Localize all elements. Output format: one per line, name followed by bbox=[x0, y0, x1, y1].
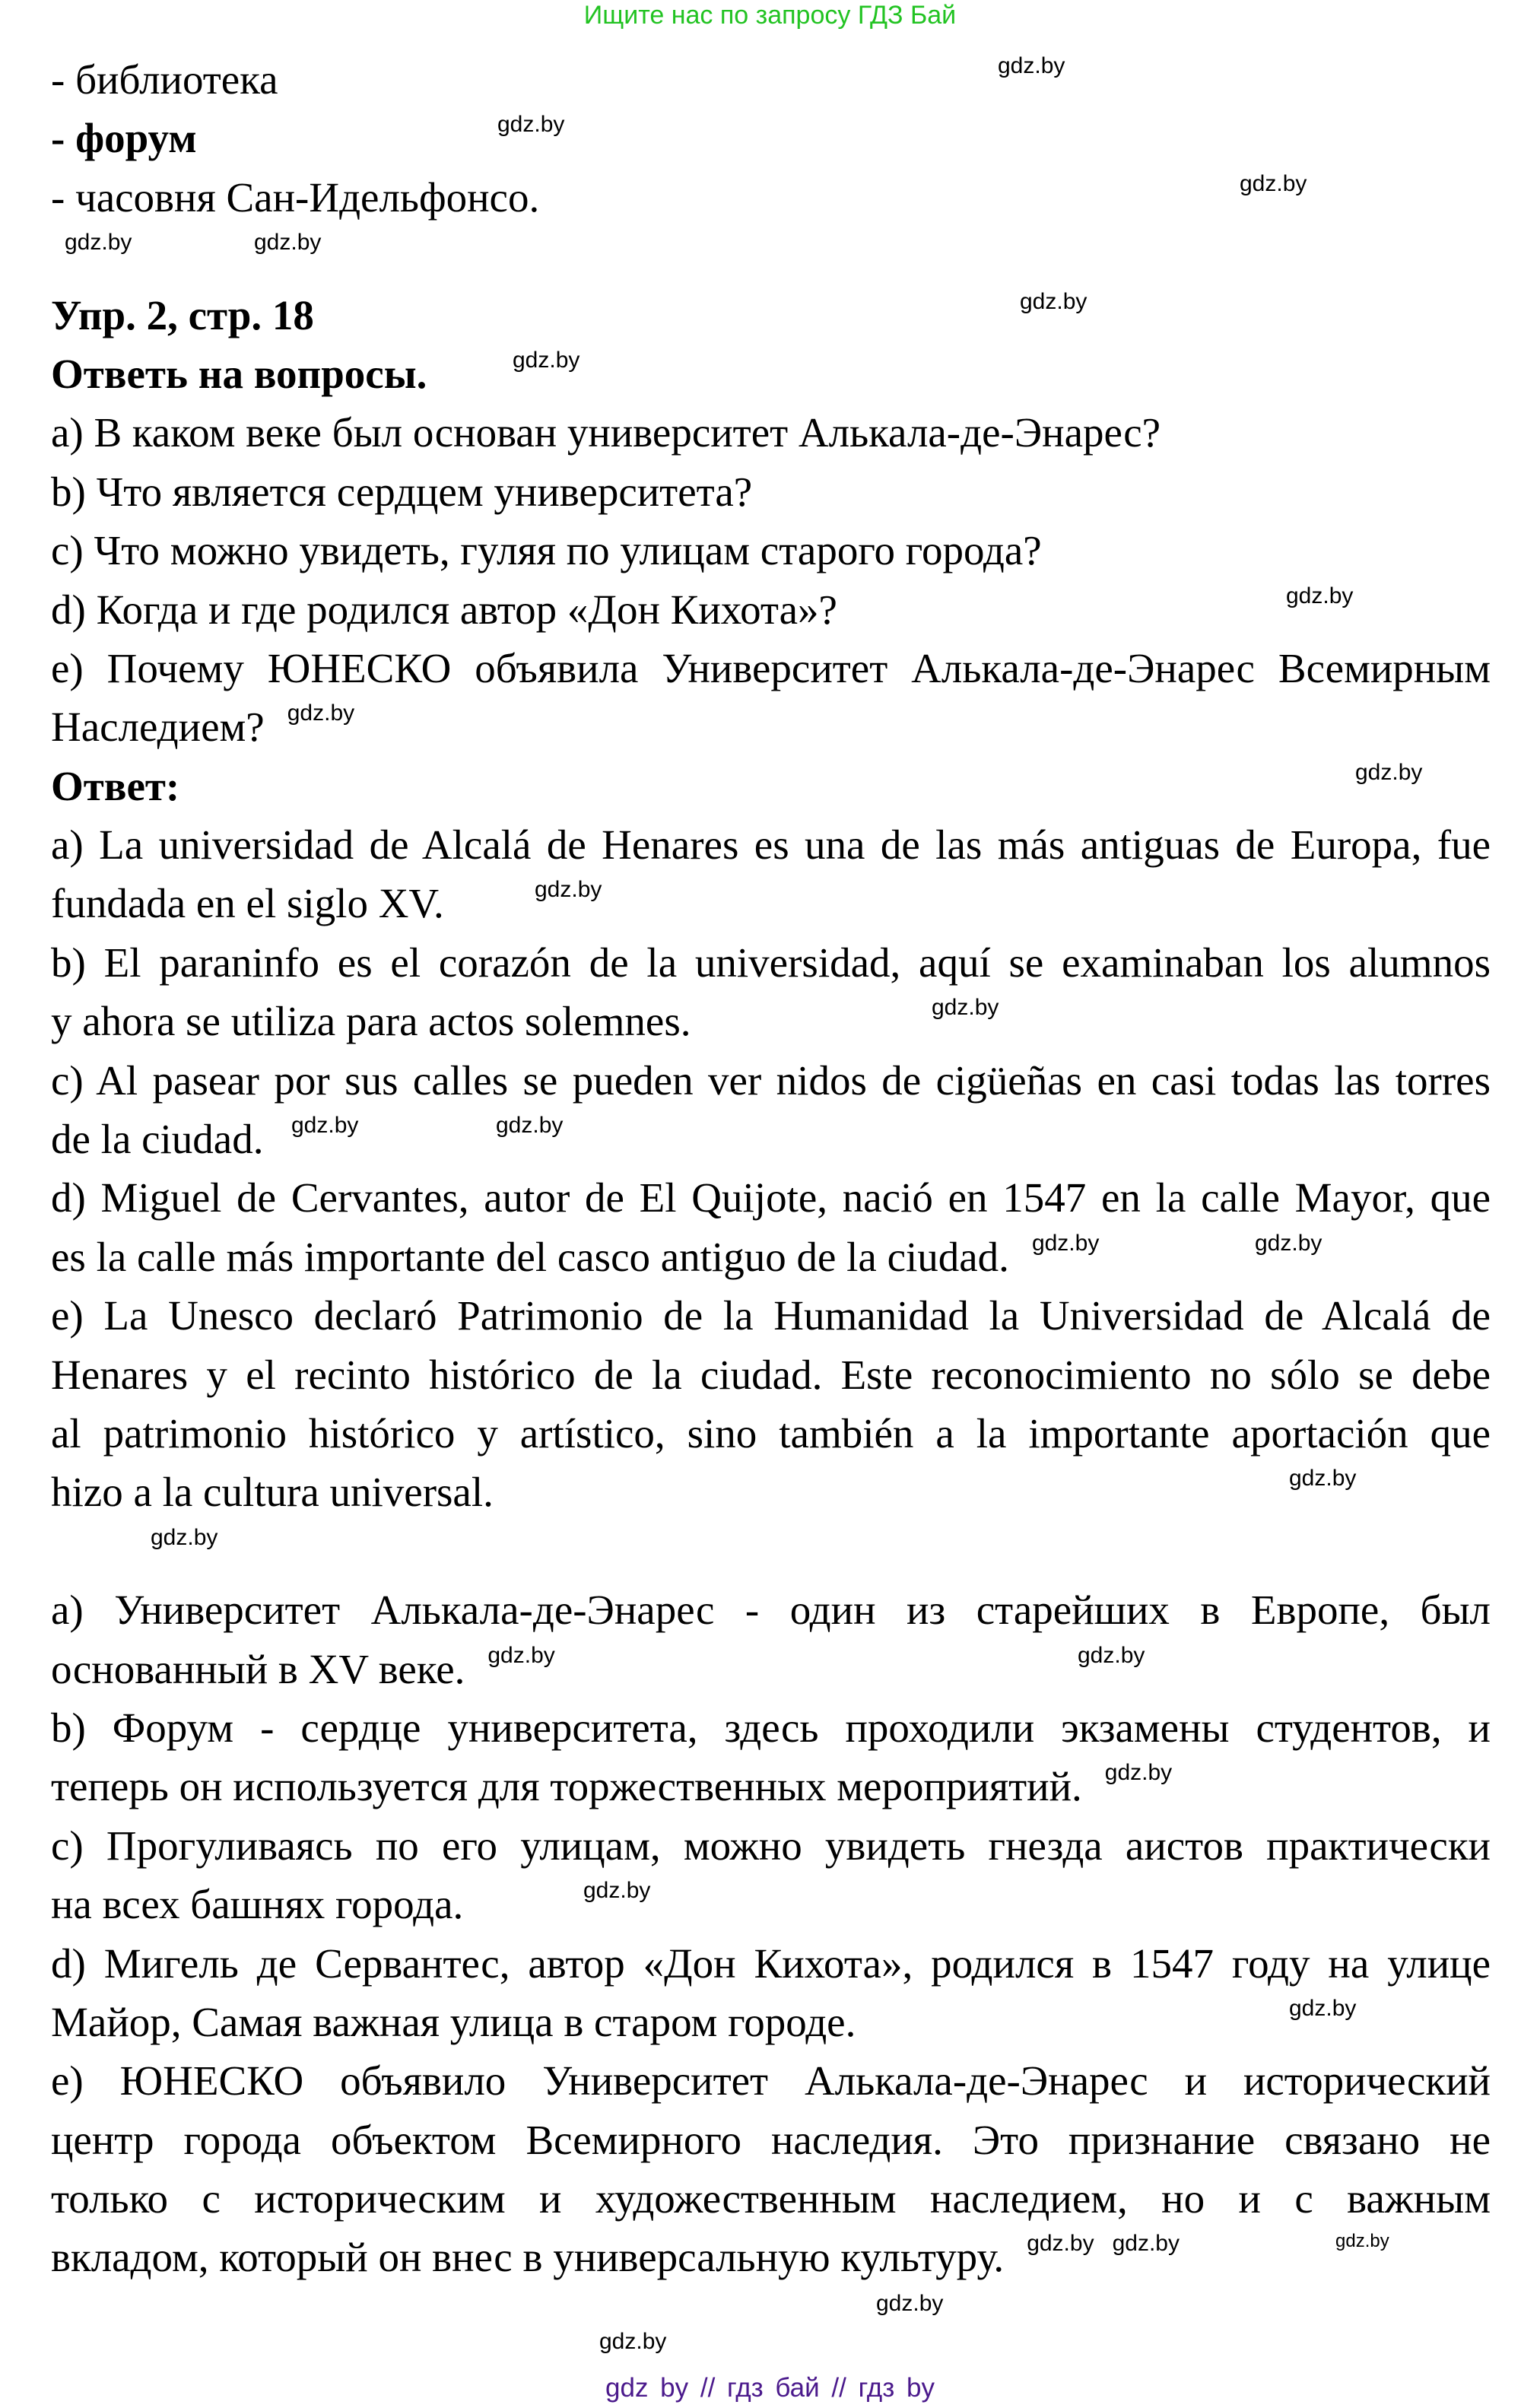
text-line bbox=[51, 1463, 1491, 1521]
line-text: Майор, Самая важная улица в старом городе. bbox=[51, 1998, 856, 2045]
text-line bbox=[51, 403, 1491, 462]
watermark-text: gdz.by bbox=[1289, 1466, 1357, 1491]
watermark-text: gdz.by bbox=[513, 347, 580, 373]
search-banner: Ищите нас по запросу ГДЗ Бай bbox=[583, 1, 957, 30]
text-line: только с историческим и художественным наследием, но и с важным bbox=[51, 2175, 1491, 2222]
watermark-text: gdz.by bbox=[1020, 288, 1088, 314]
line-text: hizo a la cultura universal. bbox=[51, 1469, 494, 1516]
document-body bbox=[51, 50, 1491, 2287]
line-text: a) В каком веке был основан университет Алькала-де-Энарес? bbox=[51, 409, 1161, 456]
watermark-text: gdz.by bbox=[254, 230, 322, 256]
text-line: b) El paraninfo es el corazón de la universidad, aquí se examinaban los alumnos bbox=[51, 939, 1491, 986]
watermark-text: gdz.by bbox=[535, 877, 602, 903]
line-text: y ahora se utiliza para actos solemnes. bbox=[51, 998, 691, 1045]
line-text: Ответь на вопросы. bbox=[51, 350, 427, 397]
watermark-text: gdz.by bbox=[1112, 2231, 1180, 2257]
text-line: d) Miguel de Cervantes, autor de El Quijote, nació en 1547 en la calle Mayor, que bbox=[51, 1174, 1491, 1221]
line-text: Упр. 2, стр. 18 bbox=[51, 291, 314, 338]
line-text: основанный в XV веке. bbox=[51, 1645, 465, 1692]
line-text: fundada en el siglo XV. bbox=[51, 880, 444, 927]
line-text: - часовня Сан-Идельфонсо. bbox=[51, 173, 540, 221]
watermark-text: gdz.by bbox=[1031, 1230, 1100, 1256]
line-text: теперь он используется для торжественных мероприятий. bbox=[51, 1763, 1082, 1810]
line-text: - библиотека bbox=[51, 56, 278, 103]
watermark-text: gdz.by bbox=[1104, 1760, 1173, 1786]
watermark-text: gdz.by bbox=[496, 1113, 564, 1139]
text-line bbox=[51, 462, 1491, 521]
watermark-text: gdz.by bbox=[932, 995, 999, 1021]
line-text: вкладом, который он внес в универсальную культуру. bbox=[51, 2234, 1005, 2281]
heading-line bbox=[51, 286, 1491, 345]
watermark-text: gdz.by bbox=[1240, 170, 1307, 196]
watermark-text: gdz.by bbox=[583, 1878, 651, 1904]
watermark-text: gdz.by bbox=[1255, 1230, 1322, 1256]
text-line bbox=[51, 2228, 1491, 2286]
watermark-text: gdz.by bbox=[487, 1642, 555, 1668]
watermark-text: gdz.by bbox=[287, 700, 355, 726]
watermark-text: gdz.by bbox=[1078, 1642, 1145, 1668]
text-line bbox=[51, 697, 1491, 756]
line-text: на всех башнях города. bbox=[51, 1881, 464, 1928]
text-line: Henares y el recinto histórico de la ciudad. Este reconocimiento no sólo se debe bbox=[51, 1351, 1491, 1398]
watermark-text: gdz.by bbox=[876, 2291, 944, 2316]
text-line bbox=[51, 874, 1491, 932]
heading-line bbox=[51, 757, 1491, 815]
watermark-text: gdz.by bbox=[1027, 2231, 1094, 2257]
text-line bbox=[51, 1228, 1491, 1286]
text-line: a) Университет Алькала-де-Энарес - один из старейших в Европе, был bbox=[51, 1587, 1491, 1634]
text-line: e) La Unesco declaró Patrimonio de la Humanidad la Universidad de Alcalá de bbox=[51, 1292, 1491, 1339]
line-text: - форум bbox=[51, 115, 197, 162]
text-line bbox=[51, 227, 1491, 285]
line-text: Наследием? bbox=[51, 704, 265, 751]
watermark-text: gdz.by bbox=[65, 230, 132, 256]
text-line: d) Мигель де Сервантес, автор «Дон Кихота», родился в 1547 году на улице bbox=[51, 1939, 1491, 1987]
text-line bbox=[51, 992, 1491, 1050]
line-text: es la calle más importante del casco antiguo de la ciudad. bbox=[51, 1233, 1009, 1280]
watermark-text: gdz.by bbox=[599, 2329, 667, 2354]
text-line: c) Прогуливаясь по его улицам, можно увидеть гнезда аистов практически bbox=[51, 1822, 1491, 1869]
line-text: Ответ: bbox=[51, 762, 180, 809]
watermark-text: gdz.by bbox=[1286, 583, 1354, 608]
watermark-text: gdz.by bbox=[497, 112, 565, 138]
text-line bbox=[51, 1110, 1491, 1168]
heading-line bbox=[51, 345, 1491, 403]
text-line: e) ЮНЕСКО объявило Университет Алькала-де-Энарес и исторический bbox=[51, 2057, 1491, 2105]
text-line bbox=[51, 580, 1491, 639]
text-line bbox=[51, 1993, 1491, 2051]
watermark-text: gdz.by bbox=[291, 1113, 359, 1139]
text-line: al patrimonio histórico y artístico, sino también a la importante aportación que bbox=[51, 1409, 1491, 1457]
text-line bbox=[51, 1640, 1491, 1698]
line-text: c) Что можно увидеть, гуляя по улицам старого города? bbox=[51, 527, 1042, 574]
watermark-text: gdz.by bbox=[1289, 1995, 1357, 2021]
watermark-text: gdz.by bbox=[151, 1524, 218, 1550]
text-line bbox=[51, 521, 1491, 580]
text-line: a) La universidad de Alcalá de Henares es una de las más antiguas de Europa, fue bbox=[51, 821, 1491, 869]
text-line bbox=[51, 50, 1491, 109]
text-line bbox=[51, 168, 1491, 227]
text-line bbox=[51, 1522, 1491, 1580]
text-line: c) Al pasear por sus calles se pueden ver nidos de cigüeñas en casi todas las torres bbox=[51, 1056, 1491, 1104]
heading-line bbox=[51, 109, 1491, 167]
text-line: e) Почему ЮНЕСКО объявила Университет Алькала-де-Энарес Всемирным bbox=[51, 644, 1491, 691]
watermark-text: gdz.by bbox=[1355, 759, 1423, 785]
footer-links[interactable]: gdz by // гдз бай // гдз by bbox=[605, 2373, 935, 2403]
watermark-text: gdz.by bbox=[1335, 2231, 1389, 2252]
watermark-text: gdz.by bbox=[998, 53, 1065, 78]
line-text: b) Что является сердцем университета? bbox=[51, 468, 753, 515]
text-line bbox=[51, 1757, 1491, 1816]
text-line bbox=[51, 1875, 1491, 1933]
line-text: de la ciudad. bbox=[51, 1116, 264, 1163]
line-text: d) Когда и где родился автор «Дон Кихота»? bbox=[51, 586, 837, 633]
text-line: центр города объектом Всемирного наследия. Это признание связано не bbox=[51, 2116, 1491, 2163]
text-line: b) Форум - сердце университета, здесь проходили экзамены студентов, и bbox=[51, 1704, 1491, 1751]
